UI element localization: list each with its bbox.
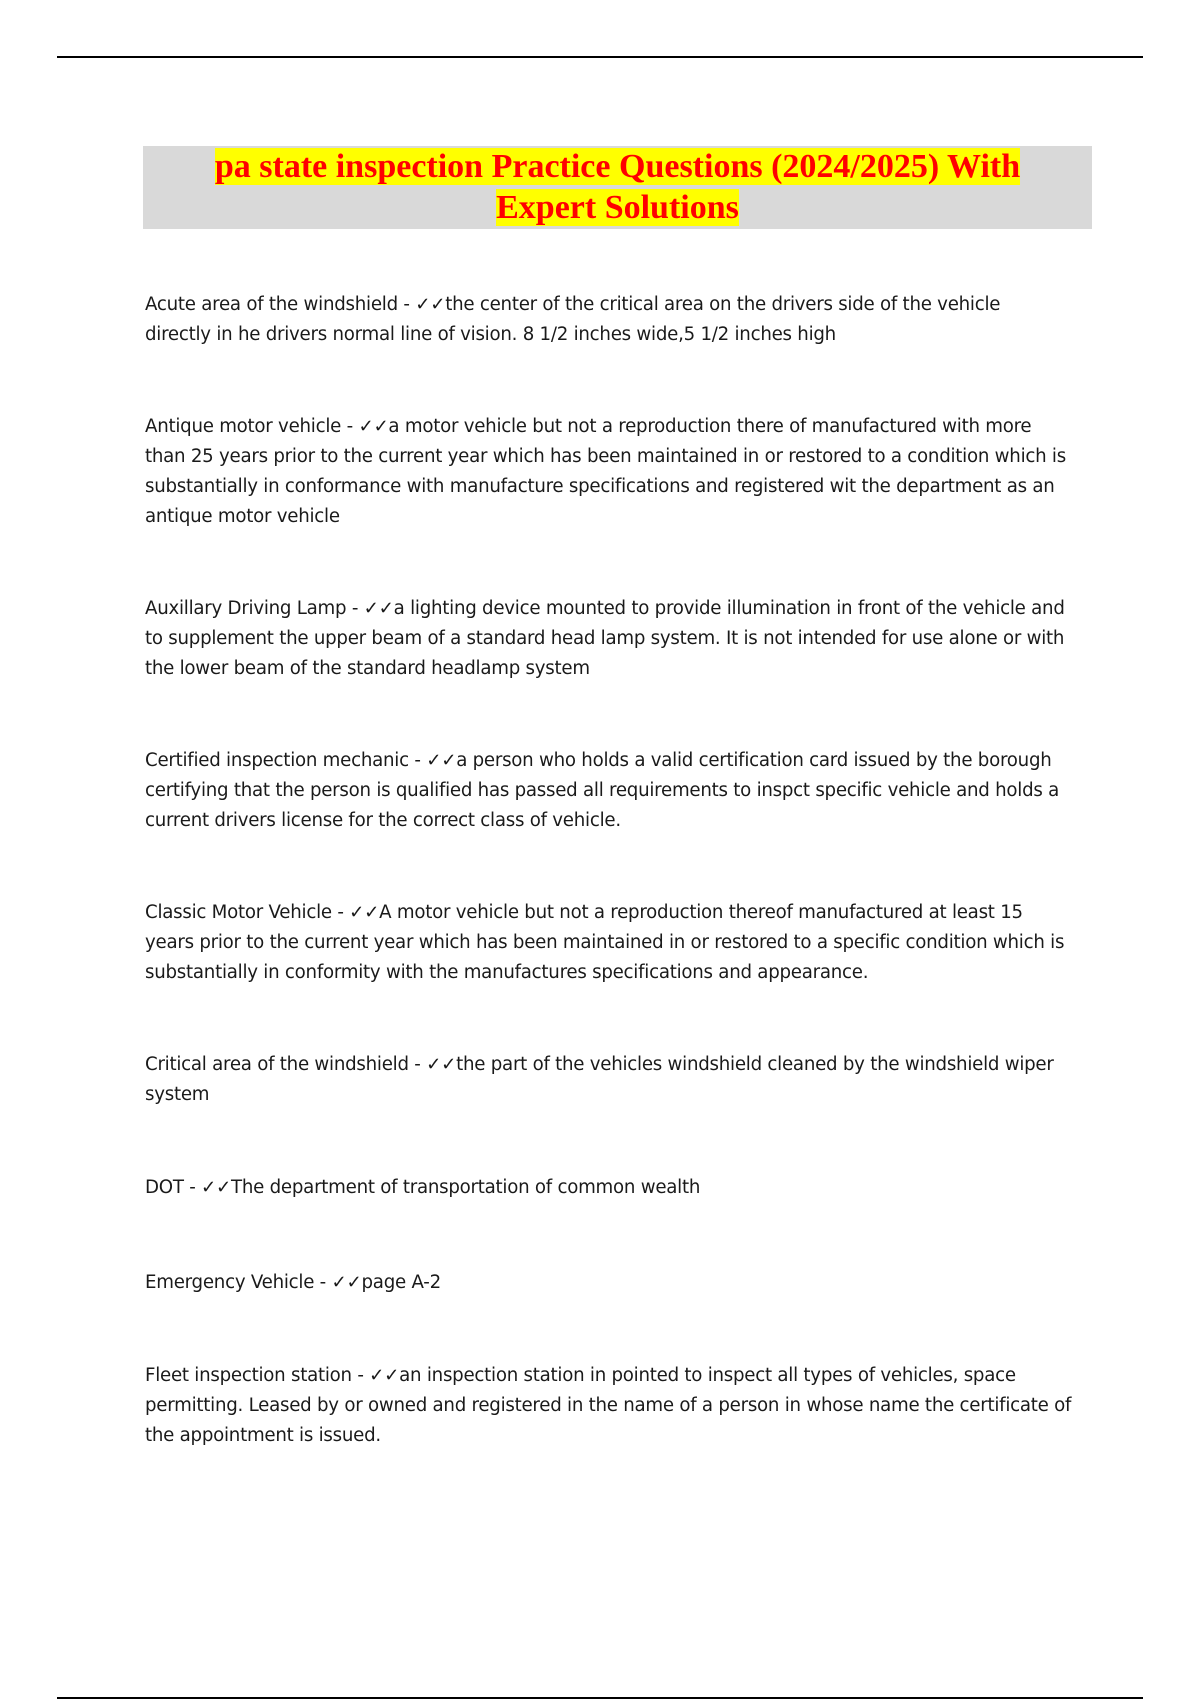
definition-entry — [145, 1268, 1095, 1298]
entry-line: system — [145, 1084, 210, 1105]
entry-line: Certified inspection mechanic - ✓✓a person who holds a valid certification card issued by the borough — [145, 750, 1052, 771]
definition-entry — [145, 898, 1095, 988]
definition-entry — [145, 1361, 1095, 1451]
entry-line: Antique motor vehicle - ✓✓a motor vehicle but not a reproduction there of manufactured with more — [145, 416, 1032, 437]
entry-line: than 25 years prior to the current year which has been maintained in or restored to a condition which is — [145, 446, 1066, 467]
entry-line: substantially in conformance with manufacture specifications and registered wit the department as an — [145, 476, 1055, 497]
bottom-rule — [57, 1697, 1143, 1699]
definition-entry — [145, 1173, 1095, 1203]
entry-line: permitting. Leased by or owned and registered in the name of a person in whose name the certificate of — [145, 1395, 1072, 1416]
definition-entry — [145, 412, 1095, 532]
document-title-line-2: Expert Solutions — [496, 189, 739, 226]
entry-line: Auxillary Driving Lamp - ✓✓a lighting device mounted to provide illumination in front of the vehicle and — [145, 598, 1065, 619]
entry-line: the appointment is issued. — [145, 1425, 381, 1446]
entry-line: years prior to the current year which has been maintained in or restored to a specific condition which is — [145, 932, 1065, 953]
entry-line: Fleet inspection station - ✓✓an inspection station in pointed to inspect all types of vehicles, space — [145, 1365, 1016, 1386]
definition-entry — [145, 1050, 1095, 1110]
entry-line: antique motor vehicle — [145, 506, 340, 527]
entry-line: Emergency Vehicle - ✓✓page A-2 — [145, 1272, 441, 1293]
definition-entry — [145, 290, 1095, 350]
definition-entry — [145, 746, 1095, 836]
entry-line: the lower beam of the standard headlamp system — [145, 658, 590, 679]
definition-entry — [145, 594, 1095, 684]
entry-line: directly in he drivers normal line of vision. 8 1/2 inches wide,5 1/2 inches high — [145, 324, 836, 345]
entry-line: Acute area of the windshield - ✓✓the center of the critical area on the drivers side of the vehicle — [145, 294, 1001, 315]
document-title-line-1: pa state inspection Practice Questions (2024/2025) With — [214, 148, 1021, 185]
entry-line: certifying that the person is qualified has passed all requirements to inspct specific vehicle and holds a — [145, 780, 1060, 801]
title-band — [143, 146, 1092, 229]
entry-line: Critical area of the windshield - ✓✓the part of the vehicles windshield cleaned by the windshield wiper — [145, 1054, 1054, 1075]
entry-line: substantially in conformity with the manufactures specifications and appearance. — [145, 962, 869, 983]
entry-line: to supplement the upper beam of a standard head lamp system. It is not intended for use alone or with — [145, 628, 1065, 649]
entry-line: Classic Motor Vehicle - ✓✓A motor vehicle but not a reproduction thereof manufactured at least 15 — [145, 902, 1023, 923]
entry-line: DOT - ✓✓The department of transportation of common wealth — [145, 1177, 701, 1198]
entry-line: current drivers license for the correct class of vehicle. — [145, 810, 621, 831]
top-rule — [57, 56, 1143, 58]
